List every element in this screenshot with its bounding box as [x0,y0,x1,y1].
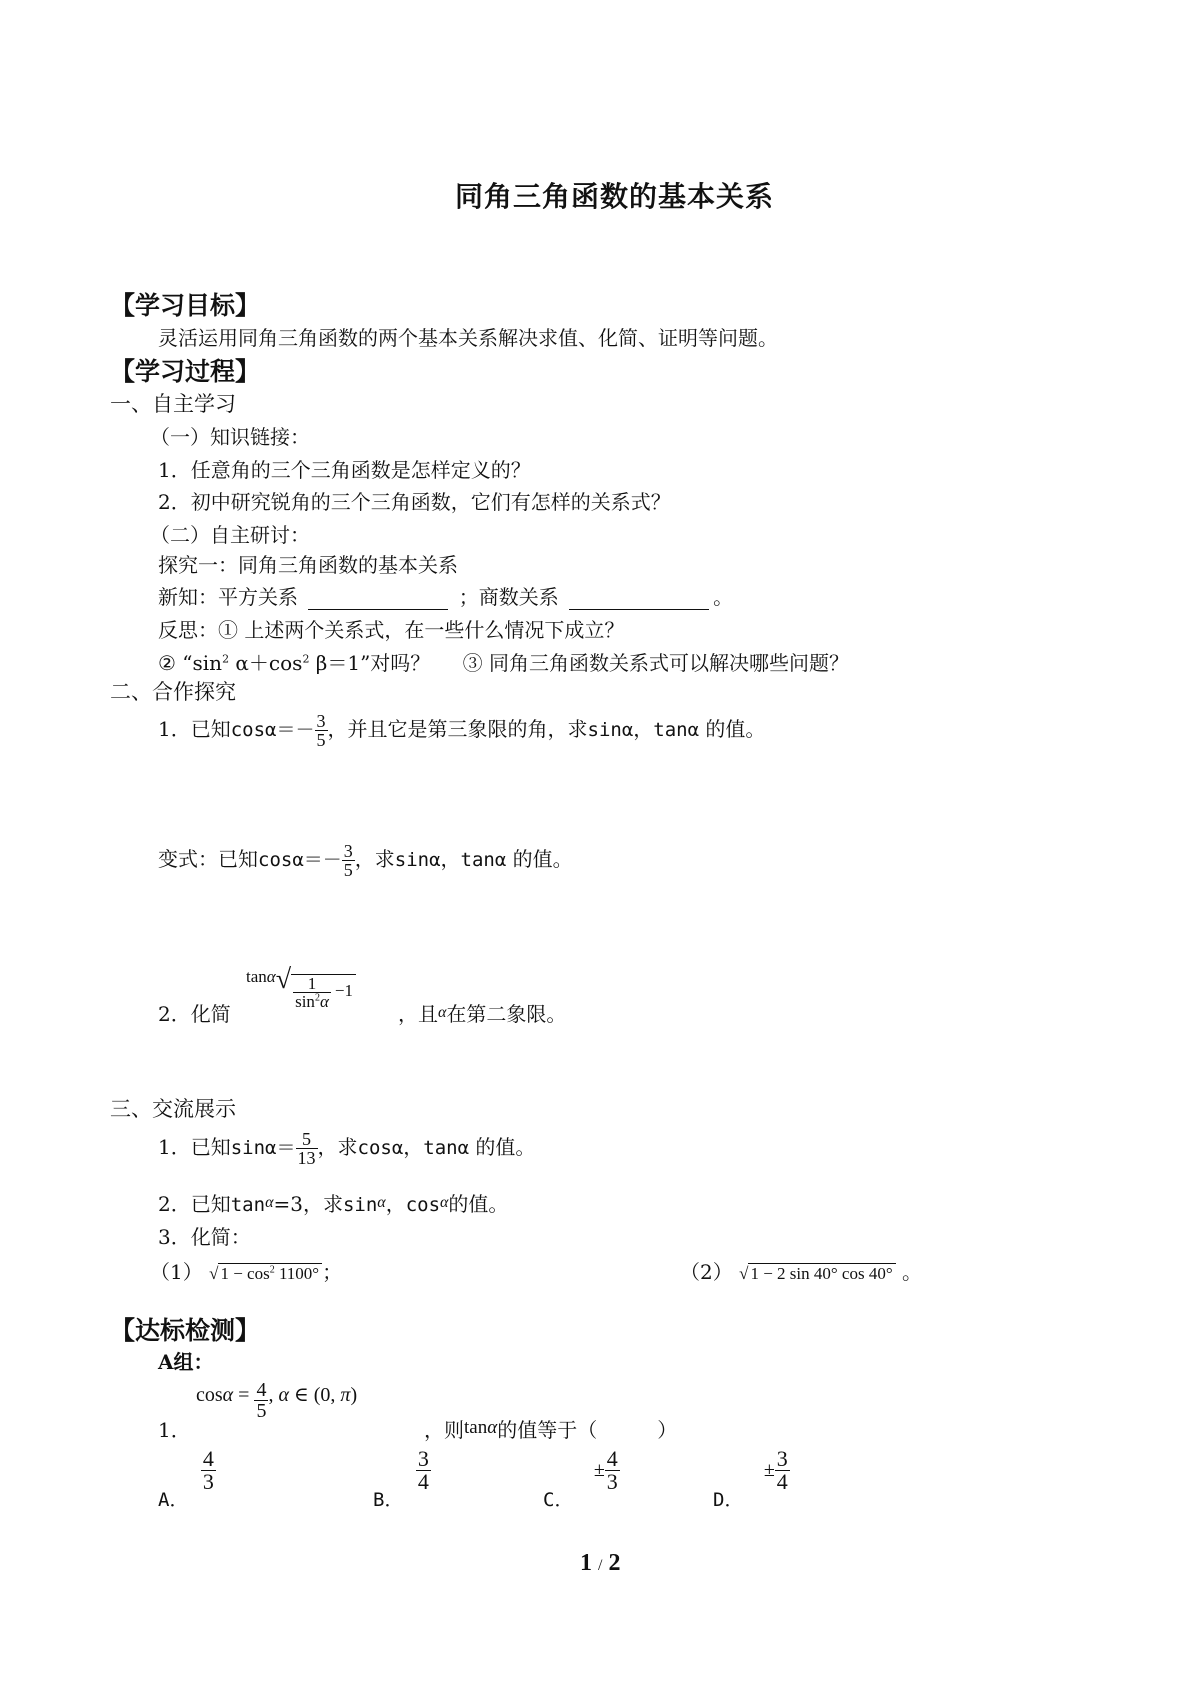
reflection-1: 反思：① 上述两个关系式，在一些什么情况下成立？ [158,618,625,642]
interval-start: ∈ (0, [288,1384,341,1406]
objectives-heading: 【学习目标】 [110,291,261,320]
q1-cos-expr: cosα＝－ [230,719,315,741]
s3-q1-fraction [296,1130,318,1167]
plus-minus-sign: ± [593,1459,605,1481]
q1-prefix: 1．已知 [158,717,231,741]
cos-text: cos [196,1384,223,1406]
sqrt-body [291,974,356,1010]
s3-q2-cos: cos [405,1194,441,1216]
q2-fraction [293,975,331,1010]
sqrt-body: 1 − 2 sin 40° cos 40° [748,1263,895,1284]
expr-part-b: 1100° [274,1264,320,1283]
sqrt-icon: √ [209,1264,219,1283]
process-heading: 【学习过程】 [110,357,261,386]
simplify-part-1 [150,1256,342,1285]
q1-fraction [315,712,328,749]
q2-suffix-part1: ，且 [398,1002,438,1026]
option-fraction [605,1448,620,1493]
option-d[interactable] [713,1446,790,1511]
s3-q2-sin: sin [342,1194,378,1216]
s3-q2-end: 的值。 [448,1192,509,1216]
answer-options [158,1446,858,1511]
s3-q1-mid: ，求 [317,1135,358,1159]
alpha-symbol: α [266,967,276,986]
alpha-symbol: α [377,1194,386,1211]
reflection-2-part-b: α＋cos [235,651,303,675]
q2-tan: tan [246,967,267,986]
fraction-denominator: 4 [776,1469,788,1494]
fraction-numerator: 4 [256,1379,267,1401]
reflection-2-part-c: β＝1”对吗？ [315,651,431,675]
expr-part-a: 1 − cos [220,1264,270,1283]
simplify-part-2 [680,1256,922,1285]
part-2-end: 。 [901,1260,922,1284]
knowledge-question-2: 2．初中研究锐角的三个三角函数，它们有怎样的关系式？ [158,490,671,514]
q2-suffix [398,998,566,1027]
plus-minus-sign: ± [763,1459,775,1481]
s3-q1-end: 的值。 [469,1135,536,1159]
fraction-numerator: 4 [606,1446,618,1471]
sqrt-icon: √ [739,1264,749,1283]
new-knowledge-prefix: 新知：平方关系 [158,585,298,609]
sqrt-body [218,1263,322,1284]
comma: , [268,1384,279,1406]
variant-question [158,842,573,879]
alpha-symbol: α [319,991,329,1011]
alpha-symbol: α [278,1384,289,1406]
option-label: D． [713,1489,744,1511]
fraction-denominator [293,993,331,1010]
option-a[interactable] [158,1446,216,1511]
pi-symbol: π [340,1384,351,1406]
cooperative-question-1 [158,712,765,749]
option-label: A． [158,1489,189,1511]
s3-q2-prefix: 2．已知 [158,1192,231,1216]
q1-tan: tanα [653,719,700,741]
alpha-symbol: α [487,1417,498,1438]
reflection-2-part-a: ② “sin [158,651,223,675]
alpha-symbol: α [265,1194,274,1211]
assessment-question-1 [158,1380,858,1440]
fraction-numerator: 3 [417,1446,429,1471]
alpha-symbol: α [438,1004,447,1021]
reflection-2-line [158,647,849,676]
q1-suffix: ，并且它是第三象限的角，求 [327,717,588,741]
exchange-question-3: 3．化简： [158,1225,251,1249]
sqrt-icon: √ [275,964,292,995]
question-condition [196,1380,357,1421]
q1-sin: sinα [587,719,634,741]
s3-q2-mid: =3，求 [273,1192,343,1216]
fraction-denominator: 3 [202,1469,214,1494]
current-page: 1 [580,1550,592,1576]
question-stem [424,1414,677,1443]
total-pages: 2 [608,1550,621,1576]
explore-one: 探究一：同角三角函数的基本关系 [158,553,458,577]
page-separator: / [598,1557,603,1574]
fraction-numerator: 3 [316,711,326,731]
part-1-expression [209,1264,322,1283]
comma: ， [403,1135,424,1159]
knowledge-question-1: 1．任意角的三个三角函数是怎样定义的？ [158,458,531,482]
fraction-denominator: 4 [417,1469,429,1494]
square-relation-blank[interactable] [308,591,448,610]
tan-text: tan [464,1417,488,1438]
objectives-text: 灵活运用同角三角函数的两个基本关系解决求值、化简、证明等问题。 [158,326,778,350]
new-knowledge-line [158,581,733,610]
fraction-numerator: 3 [343,841,353,861]
alpha-symbol: α [440,1194,449,1211]
option-label: B． [373,1489,404,1511]
section2-title: 二、合作探究 [110,680,236,704]
variant-cos-expr: cosα＝－ [258,849,342,871]
comma: ， [633,717,654,741]
variant-mid: ，求 [354,847,395,871]
q2-prefix: 2．化简 [158,1002,231,1026]
new-knowledge-mid: ；商数关系 [458,585,559,609]
s3-q1-prefix: 1．已知 [158,1135,231,1159]
group-a-label: A组： [158,1350,214,1374]
minus-one: −1 [334,981,353,1000]
s3-q1-sin: sinα＝ [230,1137,296,1159]
fraction-numerator: 1 [293,975,331,993]
part-1-end: ； [322,1260,343,1284]
option-fraction [201,1448,216,1493]
exchange-question-2 [158,1188,508,1217]
superscript-2: 2 [302,652,310,666]
variant-fraction [342,842,355,879]
new-knowledge-end: 。 [713,585,734,609]
comma: ， [440,847,461,871]
fraction-denominator: 13 [297,1148,316,1168]
fraction-denominator: 3 [606,1469,618,1494]
sin-text: sin [295,991,315,1011]
page-number [580,1550,620,1577]
s3-q2-tan: tan [230,1194,266,1216]
superscript-2: 2 [314,991,320,1003]
option-b[interactable] [373,1446,431,1511]
fraction-numerator: 5 [296,1130,318,1149]
section1-title: 一、自主学习 [110,392,236,416]
fraction-numerator: 3 [776,1446,788,1471]
knowledge-link-label: （一）知识链接： [150,425,310,449]
part-1-label: （1） [150,1260,203,1284]
q2-expression [246,964,356,1010]
page-title: 同角三角函数的基本关系 [455,180,775,213]
variant-tan: tanα [460,849,507,871]
variant-end: 的值。 [506,847,573,871]
part-2-expression [739,1264,896,1283]
equals-sign: = [233,1384,255,1406]
condition-fraction [254,1380,268,1421]
answer-blank-text: 的值等于（ ） [497,1418,678,1442]
reflection-3: ③ 同角三角函数关系式可以解决哪些问题？ [462,651,850,675]
exchange-question-1 [158,1130,535,1167]
superscript-2: 2 [269,1264,275,1276]
fraction-denominator: 5 [316,730,326,750]
fraction-numerator: 4 [202,1446,214,1471]
question-number: 1． [158,1418,191,1442]
self-study-label: （二）自主研讨： [150,523,310,547]
variant-sin: sinα [394,849,441,871]
s3-q1-cos: cosα [357,1137,404,1159]
fraction-denominator: 5 [256,1400,267,1422]
then-text: ，则 [424,1418,464,1442]
option-fraction [416,1448,431,1493]
q1-end: 的值。 [699,717,766,741]
fraction-denominator: 5 [343,860,353,880]
option-fraction [775,1448,790,1493]
s3-q1-tan: tanα [423,1137,470,1159]
q2-suffix-part2: 在第二象限。 [446,1002,567,1026]
quotient-relation-blank[interactable] [569,591,709,610]
assessment-heading: 【达标检测】 [110,1316,261,1345]
interval-end: ) [350,1384,358,1406]
option-c[interactable] [543,1446,620,1511]
simplify-question-2 [158,962,567,1026]
variant-prefix: 变式：已知 [158,847,258,871]
alpha-symbol: α [222,1384,234,1406]
section3-title: 三、交流展示 [110,1097,236,1121]
option-label: C． [543,1489,574,1511]
superscript-2: 2 [222,652,230,666]
comma: ， [385,1192,406,1216]
part-2-label: （2） [680,1260,733,1284]
